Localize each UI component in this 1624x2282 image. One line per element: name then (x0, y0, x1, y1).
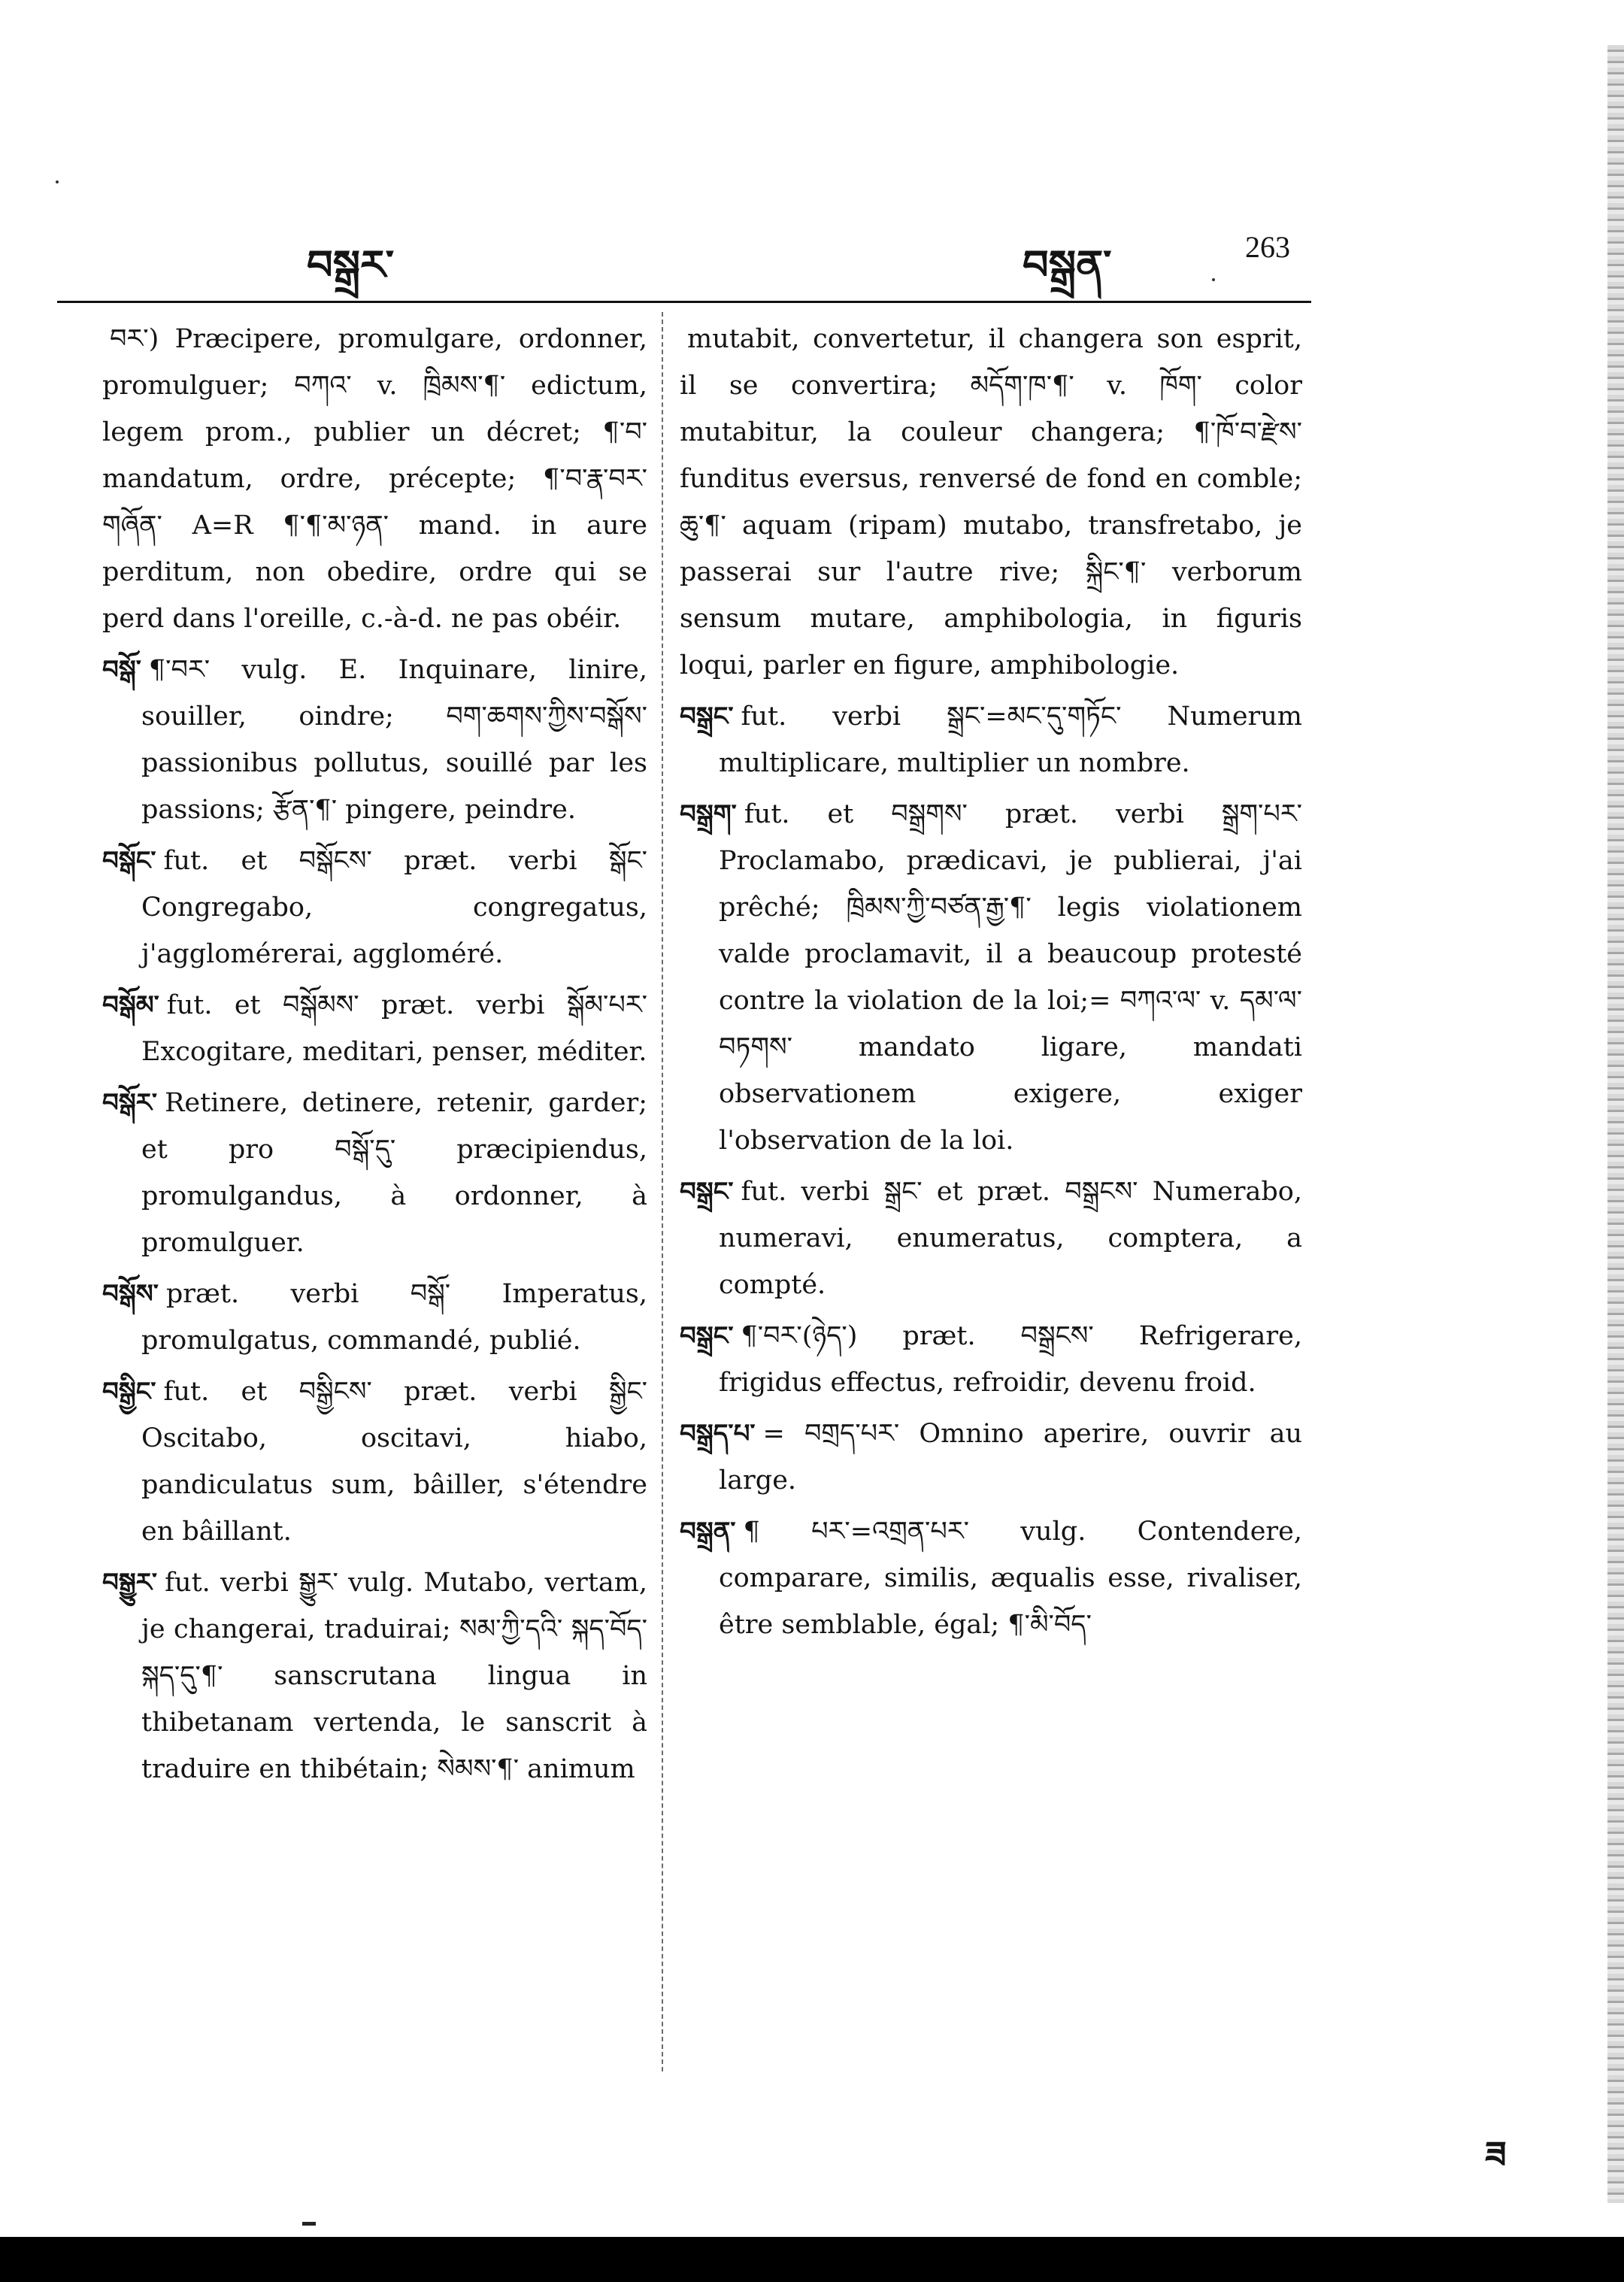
entry-headword: བསྒོམ་ (102, 990, 159, 1020)
dictionary-entry (102, 1559, 647, 1793)
scan-border (0, 2237, 1624, 2282)
entry-headword: བསྒྲད་པ་ (680, 1419, 756, 1449)
entry-headword: བསྒོང་ (102, 846, 156, 876)
left-column (102, 316, 647, 1797)
dictionary-entry (102, 1080, 647, 1266)
entry-text: mutabit, convertetur, il changera son esprit, il se convertira; མདོག་ཁ་¶་ v. ཁོག་ color mutabitur, la couleur changera; ¶་ཁོ་བ་རྫེས་ funditus eversus, renversé de fond en comble; ཆུ་¶་ aquam (ripam) mutabo, transfretabo, je passerai sur l'autre rive; སྐྲིང་¶་ verborum sensum mutare, amphibologia, in figuris loqui, parler en figure, amphibologie. (680, 324, 1302, 680)
scan-edge-shadow (1607, 45, 1624, 2203)
dictionary-entry (680, 693, 1302, 786)
entry-text: Retinere, detinere, retenir, garder; et pro བསྒོ་དུ་ præcipiendus, promulgandus, à ordonner, à promulguer. (141, 1088, 647, 1258)
entry-headword: བསྒྲན་ (680, 1517, 736, 1547)
dictionary-entry (102, 647, 647, 833)
dictionary-entry (680, 316, 1302, 689)
dictionary-entry (102, 1368, 647, 1555)
header-rule (57, 301, 1311, 303)
dictionary-entry (102, 1271, 647, 1364)
right-running-head: བསྒྲན་ (1023, 241, 1112, 289)
entry-headword: བསྒྲང་ (680, 1321, 734, 1351)
entry-text: fut. et བསྒྱིངས་ præt. verbi སྒྱིང་ Oscitabo, oscitavi, hiabo, pandiculatus sum, bâiller, s'étendre en bâillant. (141, 1377, 647, 1547)
entry-text: བར་) Præcipere, promulgare, ordonner, promulguer; བཀའ་ v. ཁྲིམས་¶་ edictum, legem prom., publier un décret; ¶་བ་ mandatum, ordre, précepte; ¶་བ་རྣ་བར་གཞོན་ A=R ¶་¶་མ་ཉན་ mand. in aure perditum, non obedire, ordre qui se perd dans l'oreille, c.-à-d. ne pas obéir. (102, 324, 647, 634)
dictionary-entry (680, 1508, 1302, 1648)
dictionary-entry (680, 791, 1302, 1164)
dictionary-entry (102, 838, 647, 977)
page-number: 263 (1245, 230, 1290, 264)
signature-mark: ཟ (1485, 2134, 1507, 2176)
scan-speck (56, 180, 59, 183)
entry-text: = བགྲད་པར་ Omnino aperire, ouvrir au large. (719, 1419, 1302, 1496)
entry-headword: བསྒྲག་ (680, 799, 737, 829)
entry-text: fut. et བསྒོངས་ præt. verbi སྒོང་ Congregabo, congregatus, j'agglomérerai, aggloméré. (141, 846, 647, 969)
entry-text: fut. verbi སྒྲང་=མང་དུ་གཏོང་ Numerum multiplicare, multiplier un nombre. (719, 702, 1302, 778)
dictionary-entry (680, 1168, 1302, 1308)
entry-text: ¶་བར་(ཉེད་) præt. བསྒྲངས་ Refrigerare, frigidus effectus, refroidir, devenu froid. (719, 1321, 1302, 1398)
entry-headword: བསྒོས་ (102, 1279, 159, 1309)
dictionary-entry (680, 1411, 1302, 1504)
entry-text: ¶་བར་ vulg. E. Inquinare, linire, souiller, oindre; བག་ཆགས་ཀྱིས་བསྒོས་ passionibus pollutus, souillé par les passions; རྩོན་¶་ pingere, peindre. (141, 655, 647, 825)
scan-mark (302, 2222, 316, 2226)
dictionary-entry (102, 982, 647, 1075)
scan-speck (1212, 278, 1215, 281)
dictionary-entry (680, 1313, 1302, 1406)
entry-headword: བསྒོ་ (102, 655, 141, 685)
entry-text: ¶ པར་=འགྲན་པར་ vulg. Contendere, comparare, similis, æqualis esse, rivaliser, être semblable, égal; ¶་མི་བོད་ (719, 1517, 1302, 1640)
right-column (680, 316, 1302, 1653)
entry-text: fut. et བསྒྲགས་ præt. verbi སྒྲག་པར་ Proclamabo, prædicavi, je publierai, j'ai prêché; ཁྲིམས་ཀྱི་བཙན་རྒྱ་¶་ legis violationem valde proclamavit, il a beaucoup protesté contre la violation de la loi;= བཀའ་ལ་ v. དམ་ལ་བཏགས་ mandato ligare, mandati observationem exigere, exiger l'observation de la loi. (719, 799, 1302, 1156)
entry-headword: བསྒྱིང་ (102, 1377, 156, 1407)
entry-headword: བསྒྲང་ (680, 702, 734, 732)
entry-text: fut. verbi སྒྲང་ et præt. བསྒྲངས་ Numerabo, numeravi, enumeratus, comptera, a compté. (719, 1177, 1302, 1300)
dictionary-entry (102, 316, 647, 642)
left-running-head: བསྒྲར་ (307, 241, 395, 289)
entry-headword: བསྒོར་ (102, 1088, 158, 1118)
entry-text: præt. verbi བསྒོ་ Imperatus, promulgatus, commandé, publié. (141, 1279, 647, 1356)
entry-text: fut. et བསྒོམས་ præt. verbi སྒོམ་པར་ Excogitare, meditari, penser, méditer. (141, 990, 647, 1067)
entry-headword: བསྒྱུར་ (102, 1568, 158, 1598)
entry-headword: བསྒྲང་ (680, 1177, 734, 1207)
entry-text: fut. verbi སྒྱུར་ vulg. Mutabo, vertam, je changerai, traduirai; སམ་ཀྱི་དའི་ སྐད་བོད་སྐད་དུ་¶་ sanscrutana lingua in thibetanam vertenda, le sanscrit à traduire en thibétain; སེམས་¶་ animum (141, 1568, 647, 1784)
column-divider (662, 312, 663, 2071)
